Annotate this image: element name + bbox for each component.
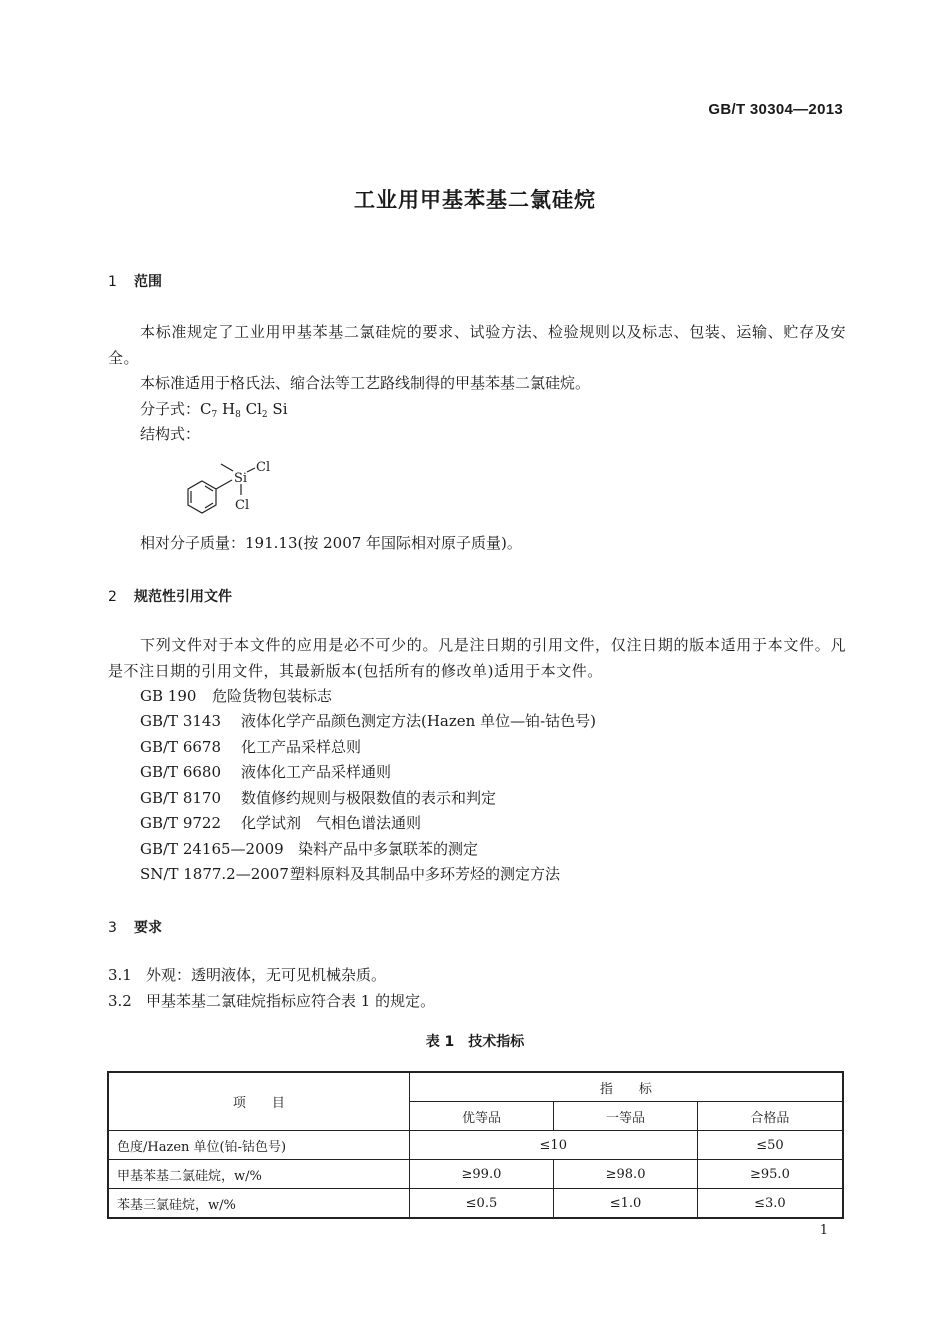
ring-si-bond [216,480,232,489]
value-cell: ≤3.0 [697,1189,843,1219]
grade-cell: 优等品 [409,1102,554,1131]
reference-item [140,709,596,735]
silicon-atom-label: Si [234,471,248,486]
reference-title: 化学试剂 气相色谱法通则 [241,814,422,832]
section-title: 要求 [134,920,162,936]
reference-item [140,811,421,837]
grade-cell: 一等品 [554,1102,698,1131]
formula-subscript: 7 [211,410,218,420]
reference-code: SN/T 1877.2—2007 [140,865,289,883]
document-title: 工业用甲基苯基二氯硅烷 [354,188,596,212]
formula-label: 分子式： [140,400,201,418]
table-caption: 表 1 技术指标 [425,1034,525,1050]
formula-subscript: 8 [235,410,241,420]
table-row [108,1131,843,1160]
standard-number: GB/T 30304—2013 [708,101,843,118]
reference-code: GB/T 9722 [140,814,222,832]
value-cell: ≥98.0 [554,1160,698,1189]
clause-text: 甲基苯基二氯硅烷指标应符合表 1 的规定。 [146,992,436,1010]
value-cell: ≥95.0 [697,1160,843,1189]
section-3-heading [108,917,162,937]
reference-item [140,760,391,786]
table-header-row [108,1072,843,1102]
section-2-heading [108,586,232,606]
table-row [108,1189,843,1219]
reference-item [140,837,478,863]
section-number: 3 [108,920,117,936]
scope-paragraph-1: 本标准规定了工业用甲基苯基二氯硅烷的要求、试验方法、检验规则以及标志、包装、运输、贮存及安全。 [108,323,846,367]
item-cell: 苯基三氯硅烷，w/% [108,1189,409,1219]
page-number: 1 [819,1223,828,1238]
reference-title: 染料产品中多氯联苯的测定 [298,840,479,858]
reference-code: GB/T 6680 [140,763,222,781]
reference-title: 数值修约规则与极限数值的表示和判定 [241,789,497,807]
molecular-mass: 相对分子质量：191.13(按 2007 年国际相对原子质量)。 [140,534,522,552]
normative-references-intro: 下列文件对于本文件的应用是必不可少的。凡是注日期的引用文件，仅注日期的版本适用于本文件。凡是不注日期的引用文件，其最新版本(包括所有的修改单)适用于本文件。 [108,636,846,680]
si-cl-top-bond [247,468,255,472]
clause-3-1 [108,963,386,989]
clause-number: 3.1 [108,966,132,984]
reference-title: 化工产品采样总则 [241,738,362,756]
reference-title: 塑料原料及其制品中多环芳烃的测定方法 [290,865,561,883]
reference-item [140,684,332,710]
table-row [108,1160,843,1189]
structural-formula-diagram [170,455,290,525]
clause-text: 外观：透明液体，无可见机械杂质。 [146,966,387,984]
reference-code: GB/T 8170 [140,789,222,807]
formula-element: H [222,400,236,418]
section-number: 2 [108,589,117,605]
value-cell: ≤1.0 [554,1189,698,1219]
formula-element: Si [272,400,288,418]
reference-title: 液体化学产品颜色测定方法(Hazen 单位—铂-钴色号) [241,712,597,730]
reference-title: 危险货物包装标志 [212,687,333,705]
value-cell: ≤0.5 [409,1189,554,1219]
chlorine-atom-label-bottom: Cl [235,498,250,513]
value-cell: ≤10 [409,1131,697,1160]
section-title: 范围 [134,274,162,290]
scope-paragraph-2: 本标准适用于格氏法、缩合法等工艺路线制得的甲基苯基二氯硅烷。 [140,374,591,392]
clause-number: 3.2 [108,992,132,1010]
reference-code: GB/T 6678 [140,738,222,756]
reference-item [140,862,560,888]
section-1-heading [108,271,162,291]
reference-code: GB 190 [140,687,197,705]
item-cell: 色度/Hazen 单位(铂-钴色号) [108,1131,409,1160]
formula-element: C [200,400,212,418]
reference-title: 液体化工产品采样通则 [241,763,392,781]
grade-cell: 合格品 [697,1102,843,1131]
section-title: 规范性引用文件 [134,589,232,605]
reference-code: GB/T 24165—2009 [140,840,284,858]
reference-item [140,735,361,761]
clause-3-2 [108,989,435,1015]
structure-label: 结构式： [140,425,201,443]
header-index-cell: 指 标 [409,1072,843,1102]
item-cell: 甲基苯基二氯硅烷，w/% [108,1160,409,1189]
benzene-ring [188,481,216,513]
reference-code: GB/T 3143 [140,712,222,730]
reference-item [140,786,496,812]
value-cell: ≥99.0 [409,1160,554,1189]
formula-subscript: 2 [261,410,268,420]
formula-element: Cl [245,400,262,418]
chlorine-atom-label-top: Cl [256,460,271,475]
header-item-cell: 项 目 [108,1072,409,1131]
section-number: 1 [108,274,117,290]
value-cell: ≤50 [697,1131,843,1160]
technical-specifications-table [107,1071,844,1219]
methyl-bond [221,464,233,471]
